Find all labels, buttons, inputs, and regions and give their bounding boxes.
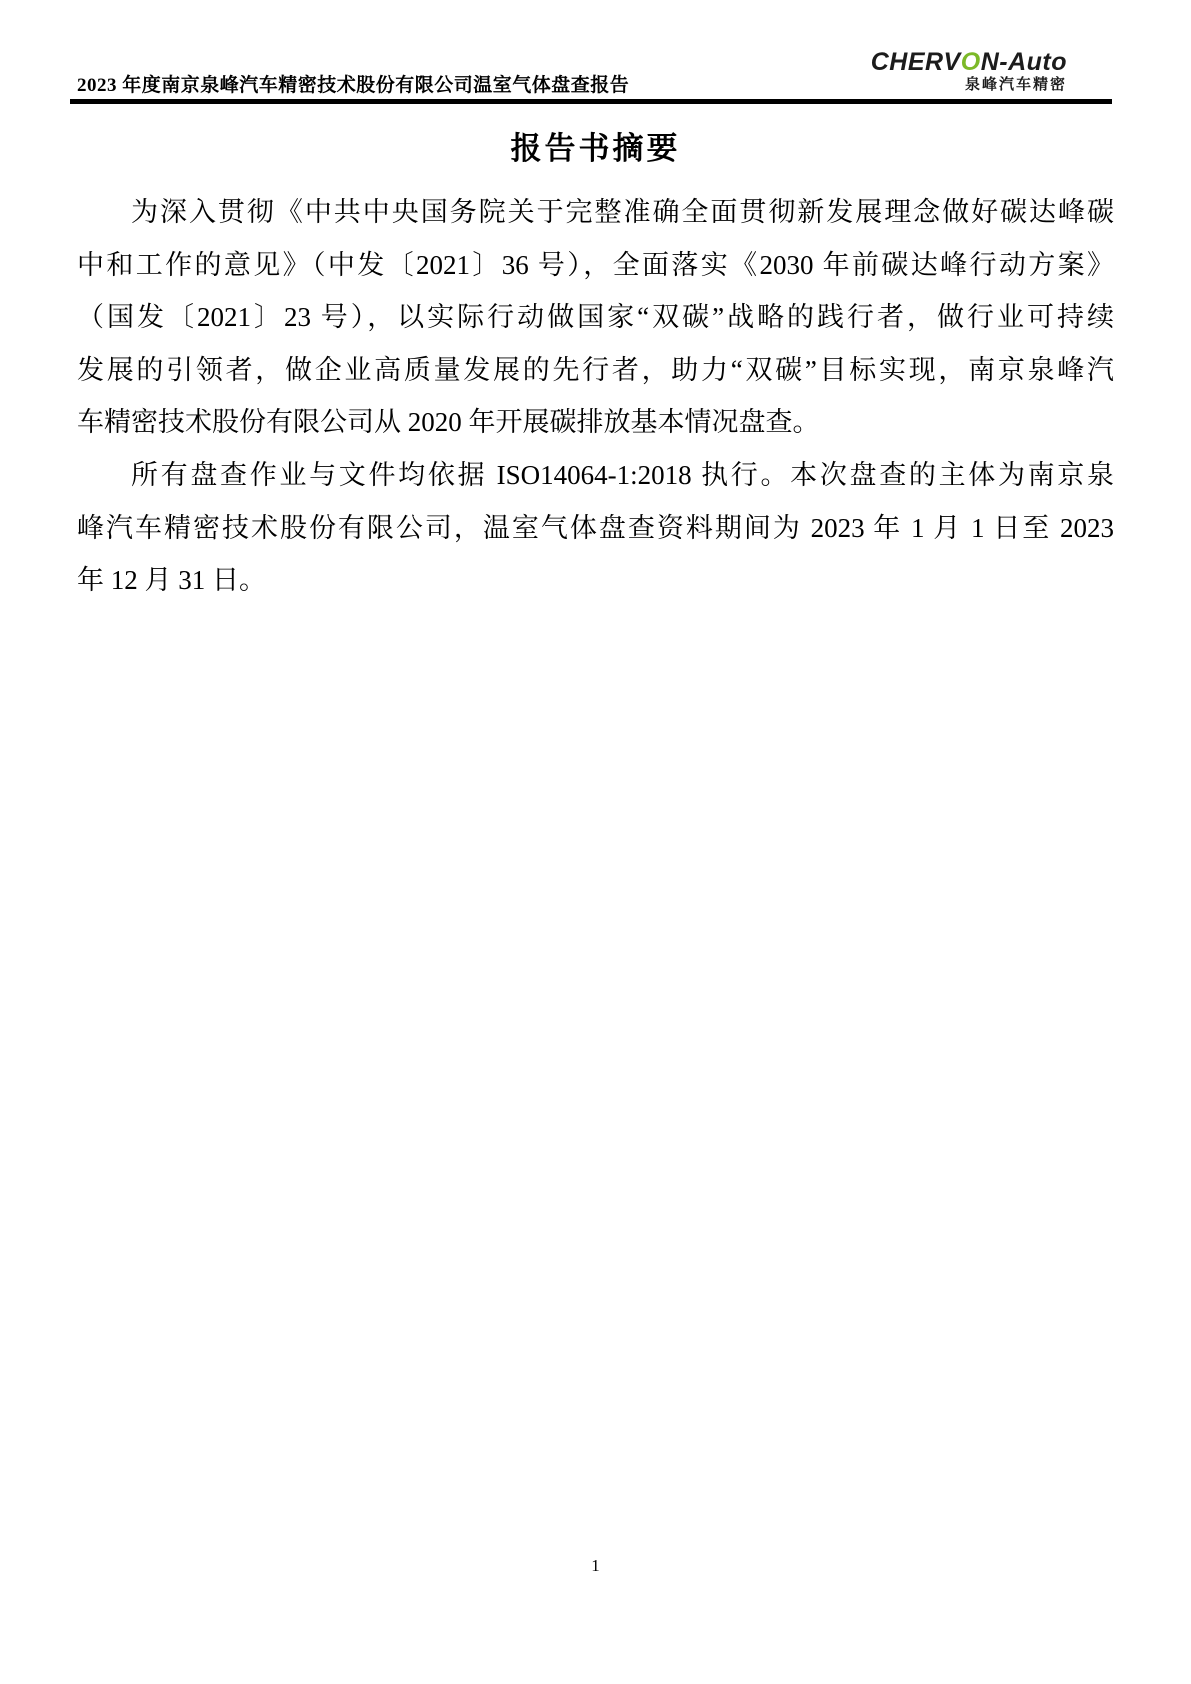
- report-body: [77, 186, 1114, 607]
- logo-green-o-icon: O: [960, 48, 981, 76]
- paragraph-2: [77, 449, 1114, 607]
- header-divider-rule: [70, 99, 1112, 104]
- logo-brand-pre: CHERV: [870, 48, 961, 76]
- logo-brand-text: [871, 50, 1067, 75]
- paragraph-line: 车精密技术股份有限公司从 2020 年开展碳排放基本情况盘查。: [77, 407, 820, 438]
- paragraph-line: 所有盘查作业与文件均依据 ISO14064-1:2018 执行。本次盘查的主体为南京泉: [131, 459, 1114, 490]
- paragraph-line: 中和工作的意见》（中发〔2021〕36 号），全面落实《2030 年前碳达峰行动方案》: [77, 249, 1114, 280]
- paragraph-line: 为深入贯彻《中共中央国务院关于完整准确全面贯彻新发展理念做好碳达峰碳: [131, 197, 1114, 227]
- paragraph-line: （国发〔2021〕23 号），以实际行动做国家“双碳”战略的践行者，做行业可持续: [77, 302, 1114, 333]
- chervon-auto-logo: [871, 50, 1067, 92]
- paragraph-1: [77, 186, 1114, 449]
- page-title: 报告书摘要: [510, 131, 681, 166]
- paragraph-line: 年 12 月 31 日。: [77, 565, 266, 596]
- page-number: 1: [591, 1556, 600, 1575]
- paragraph-line: 发展的引领者，做企业高质量发展的先行者，助力“双碳”目标实现，南京泉峰汽: [77, 354, 1114, 385]
- paragraph-line: 峰汽车精密技术股份有限公司，温室气体盘查资料期间为 2023 年 1 月 1 日至 2023: [77, 512, 1114, 543]
- logo-subtext: 泉峰汽车精密: [964, 76, 1067, 93]
- logo-brand-post: N-Auto: [980, 48, 1067, 76]
- header-doc-title: 2023 年度南京泉峰汽车精密技术股份有限公司温室气体盘查报告: [77, 75, 630, 96]
